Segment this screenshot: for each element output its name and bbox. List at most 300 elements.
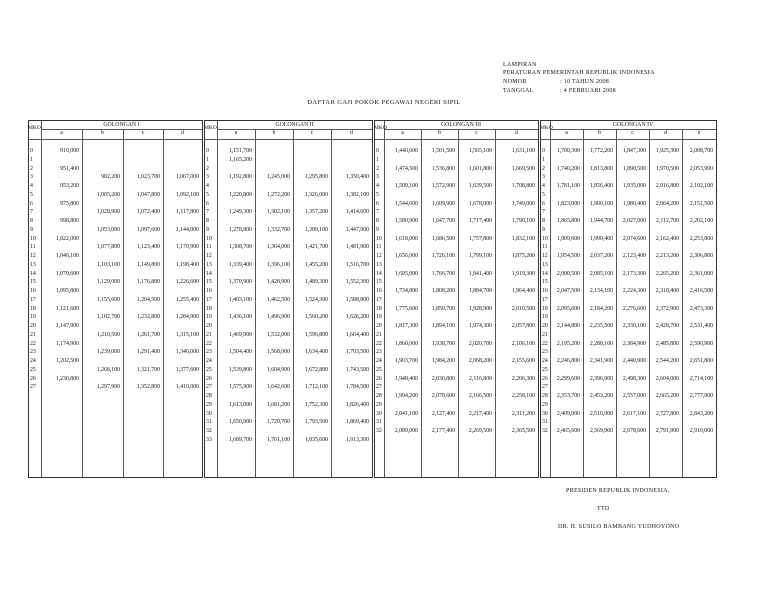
column-divider	[550, 121, 551, 477]
salary-cell: 2,041,100	[394, 410, 418, 417]
mko-number: 18	[206, 305, 212, 312]
salary-cell: 1,560,200	[304, 314, 328, 321]
header-divider	[541, 139, 716, 140]
salary-cell: 2,010,500	[511, 305, 535, 312]
salary-cell: 2,047,500	[556, 288, 580, 294]
table-golongan-3	[374, 120, 539, 478]
mko-number: 5	[376, 191, 379, 198]
salary-cell: 1,647,700	[431, 218, 455, 224]
salary-cell: 2,365,500	[511, 428, 535, 434]
salary-cell: 1,565,100	[468, 148, 492, 154]
salary-cell: 1,743,500	[345, 366, 369, 373]
salary-cell: 1,757,800	[468, 235, 492, 242]
mko-number: 23	[542, 349, 548, 356]
salary-cell: 1,841,400	[468, 270, 492, 277]
salary-cell: 2,510,900	[589, 410, 613, 417]
mko-number: 12	[30, 253, 36, 259]
mko-number: 26	[376, 375, 382, 382]
salary-cell: 2,166,500	[468, 393, 492, 399]
salary-cell: 1,875,200	[511, 253, 535, 259]
mko-number: 11	[542, 244, 548, 251]
salary-cell: 2,678,600	[622, 428, 646, 434]
mko-number: 18	[542, 305, 548, 312]
salary-cell: 1,752,300	[304, 401, 328, 408]
mko-number: 5	[542, 191, 545, 198]
mko-number: 14	[206, 270, 212, 277]
column-header-e: e	[697, 130, 701, 136]
salary-cell: 1,346,000	[175, 349, 199, 356]
salary-cell: 1,726,100	[431, 253, 455, 259]
salary-cell: 1,421,700	[304, 244, 328, 251]
header-divider	[217, 129, 372, 130]
header-divider	[41, 129, 202, 130]
mko-number: 13	[542, 261, 548, 268]
salary-cell: 2,089,000	[394, 428, 418, 434]
salary-cell: 2,162,400	[655, 235, 679, 242]
salary-cell: 2,037,200	[589, 253, 613, 259]
salary-cell: 1,144,000	[175, 226, 199, 233]
column-header-a: a	[60, 130, 63, 136]
mko-number: 26	[206, 375, 212, 382]
salary-cell: 2,473,300	[689, 305, 713, 312]
salary-cell: 2,569,900	[589, 428, 613, 434]
salary-cell: 1,672,800	[304, 366, 328, 373]
salary-cell: 1,869,400	[345, 419, 369, 426]
mko-number: 22	[542, 340, 548, 347]
mko-number: 1	[206, 156, 209, 163]
mko-number: 21	[30, 331, 36, 338]
salary-cell: 1,364,000	[266, 244, 290, 251]
salary-cell: 2,665,200	[655, 393, 679, 399]
salary-cell: 1,095,800	[55, 288, 79, 294]
salary-cell: 2,353,700	[556, 393, 580, 399]
salary-cell: 953,200	[60, 183, 79, 189]
mko-number: 27	[376, 384, 382, 391]
mko-number: 32	[206, 428, 212, 434]
salary-cell: 1,339,400	[228, 261, 252, 268]
salary-cell: 1,053,000	[96, 226, 120, 233]
table-golongan-4	[540, 120, 717, 478]
salary-cell: 1,297,900	[96, 384, 120, 391]
peraturan-label: PERATURAN PEMERINTAH REPUBLIK INDONESIA	[503, 70, 655, 76]
salary-cell: 1,572,900	[431, 183, 455, 189]
mko-number: 4	[206, 183, 209, 189]
mko-number: 28	[542, 393, 548, 399]
salary-cell: 1,165,200	[228, 156, 252, 163]
mko-number: 8	[206, 218, 209, 224]
salary-cell: 1,708,800	[511, 183, 535, 189]
mko-number: 14	[376, 270, 382, 277]
mko-number: 2	[206, 165, 209, 172]
salary-cell: 1,865,800	[556, 218, 580, 224]
salary-cell: 1,436,100	[228, 314, 252, 321]
mko-number: 25	[30, 366, 36, 373]
salary-cell: 1,894,100	[431, 323, 455, 329]
salary-cell: 1,686,500	[431, 235, 455, 242]
salary-cell: 1,712,100	[304, 384, 328, 391]
salary-cell: 1,850,700	[431, 305, 455, 312]
salary-cell: 1,749,000	[511, 200, 535, 207]
salary-cell: 1,823,000	[556, 200, 580, 207]
salary-cell: 1,414,600	[345, 209, 369, 216]
salary-cell: 1,903,700	[394, 358, 418, 364]
mko-number: 13	[206, 261, 212, 268]
salary-cell: 1,884,700	[468, 288, 492, 294]
mko-number: 14	[542, 270, 548, 277]
mko-number: 6	[206, 200, 209, 207]
signature-title: PRESIDEN REPUBLIK INDONESIA,	[566, 488, 670, 494]
salary-cell: 2,116,800	[469, 375, 492, 382]
mko-number: 25	[542, 366, 548, 373]
salary-cell: 1,070,600	[55, 270, 79, 277]
salary-cell: 1,291,400	[136, 349, 160, 356]
salary-cell: 1,220,800	[228, 191, 252, 198]
mko-number: 7	[206, 209, 209, 216]
salary-cell: 1,970,500	[655, 165, 679, 172]
salary-cell: 1,703,500	[345, 349, 369, 356]
mko-number: 15	[30, 279, 36, 286]
salary-cell: 1,944,700	[589, 218, 613, 224]
mko-number: 9	[376, 226, 379, 233]
salary-cell: 1,202,500	[55, 358, 79, 364]
mko-number: 32	[542, 428, 548, 434]
mko-number: 8	[376, 218, 379, 224]
salary-cell: 2,253,800	[689, 235, 713, 242]
salary-cell: 2,155,600	[511, 358, 535, 364]
mko-number: 24	[30, 358, 36, 364]
mko-number: 8	[30, 218, 33, 224]
salary-cell: 1,268,100	[96, 366, 120, 373]
mko-number: 4	[30, 183, 33, 189]
salary-cell: 1,568,000	[266, 349, 290, 356]
mko-number: 30	[376, 410, 382, 417]
salary-cell: 1,396,100	[266, 261, 290, 268]
column-header-a: a	[565, 130, 568, 136]
mko-number: 25	[376, 366, 382, 373]
salary-cell: 1,813,800	[589, 165, 613, 172]
column-header-c: c	[475, 130, 478, 136]
mko-number: 21	[376, 331, 382, 338]
salary-cell: 2,361,000	[689, 270, 713, 277]
nomor-value: : 10 TAHUN 2008	[560, 79, 610, 85]
salary-cell: 2,544,200	[655, 358, 679, 364]
salary-cell: 1,245,000	[266, 174, 290, 181]
mko-number: 9	[206, 226, 209, 233]
salary-cell: 1,117,800	[176, 209, 199, 216]
mko-number: 30	[206, 410, 212, 417]
mko-number: 11	[30, 244, 36, 251]
salary-cell: 2,409,000	[556, 410, 580, 417]
column-header-b: b	[272, 130, 276, 136]
salary-cell: 2,714,100	[689, 375, 713, 382]
salary-cell: 2,000,500	[556, 270, 580, 277]
mko-number: 6	[542, 200, 545, 207]
salary-cell: 1,919,300	[511, 270, 535, 277]
salary-cell: 1,474,500	[394, 165, 418, 172]
salary-cell: 1,799,100	[468, 253, 492, 259]
salary-cell: 2,604,000	[655, 375, 679, 382]
salary-cell: 2,057,800	[511, 323, 535, 329]
mko-number: 20	[206, 323, 212, 329]
salary-cell: 2,177,400	[431, 428, 455, 434]
table-golongan-2	[204, 120, 373, 478]
mko-number: 5	[30, 191, 33, 198]
salary-cell: 1,077,800	[96, 244, 120, 251]
salary-cell: 1,272,200	[266, 191, 290, 198]
salary-cell: 2,777,900	[689, 393, 713, 399]
salary-cell: 2,453,200	[589, 393, 613, 399]
salary-cell: 1,170,900	[175, 244, 199, 251]
salary-cell: 1,455,200	[304, 261, 328, 268]
mko-number: 12	[376, 253, 382, 259]
salary-cell: 2,151,500	[689, 200, 713, 207]
salary-cell: 1,357,200	[304, 209, 328, 216]
column-divider	[583, 129, 584, 477]
salary-cell: 1,909,600	[556, 235, 580, 242]
mko-number: 17	[206, 296, 212, 303]
salary-cell: 1,935,000	[622, 183, 646, 189]
salary-cell: 1,047,800	[136, 191, 160, 198]
salary-cell: 2,074,600	[622, 235, 646, 242]
salary-cell: 1,826,400	[345, 401, 369, 408]
salary-cell: 1,689,700	[228, 436, 252, 443]
mko-number: 17	[542, 296, 548, 303]
mko-number: 26	[30, 375, 36, 382]
salary-cell: 1,681,200	[266, 401, 290, 408]
salary-cell: 1,626,200	[345, 314, 369, 321]
mko-number: 20	[376, 323, 382, 329]
mko-number: 31	[206, 419, 212, 426]
salary-cell: 2,106,100	[511, 340, 535, 347]
mko-number: 19	[206, 314, 212, 321]
salary-cell: 2,027,000	[622, 218, 646, 224]
salary-cell: 1,489,300	[304, 279, 328, 286]
mko-number: 3	[542, 174, 545, 181]
salary-cell: 1,092,100	[175, 191, 199, 198]
salary-cell: 2,202,100	[689, 218, 713, 224]
salary-cell: 1,149,800	[136, 261, 160, 268]
salary-cell: 2,276,600	[622, 305, 646, 312]
mko-number: 2	[30, 165, 33, 172]
mko-number: 0	[376, 148, 379, 154]
header-divider	[375, 139, 538, 140]
salary-cell: 1,151,700	[228, 148, 252, 154]
group-title: GOLONGAN II	[275, 121, 314, 128]
mko-number: 0	[206, 148, 209, 154]
salary-cell: 1,781,100	[556, 183, 580, 189]
salary-cell: 1,634,400	[304, 349, 328, 356]
column-header-d: d	[181, 130, 184, 136]
salary-cell: 2,843,200	[689, 410, 713, 417]
salary-cell: 1,210,500	[96, 331, 120, 338]
salary-cell: 1,832,100	[511, 235, 535, 242]
salary-cell: 1,249,300	[228, 209, 252, 216]
salary-cell: 1,601,800	[468, 165, 492, 172]
salary-cell: 2,085,100	[589, 270, 613, 277]
mko-number: 29	[376, 401, 382, 408]
salary-cell: 2,617,100	[622, 410, 646, 417]
salary-cell: 1,447,900	[345, 226, 369, 233]
salary-cell: 1,147,900	[55, 323, 79, 329]
salary-cell: 1,772,200	[589, 148, 613, 154]
salary-cell: 1,352,800	[136, 384, 160, 391]
salary-cell: 1,428,900	[266, 279, 290, 286]
salary-cell: 1,302,100	[266, 209, 290, 216]
column-divider	[616, 129, 617, 477]
mko-number: 24	[206, 358, 212, 364]
mko-number: 0	[30, 148, 33, 154]
mko-number: 18	[30, 305, 36, 312]
mko-number: 20	[30, 323, 36, 329]
salary-cell: 1,326,000	[304, 191, 328, 198]
salary-cell: 1,980,400	[622, 200, 646, 207]
mko-number: 6	[30, 200, 33, 207]
column-header-b: b	[438, 130, 441, 136]
salary-cell: 1,678,000	[468, 200, 492, 207]
column-header-d: d	[664, 130, 667, 136]
mko-number: 9	[30, 226, 33, 233]
salary-cell: 1,618,000	[394, 235, 418, 242]
mko-number: 24	[542, 358, 548, 364]
salary-cell: 2,531,400	[689, 323, 713, 329]
mko-number: 17	[30, 296, 36, 303]
salary-cell: 1,121,600	[55, 305, 79, 312]
salary-cell: 2,123,400	[622, 253, 646, 259]
mko-number: 15	[542, 279, 548, 286]
salary-cell: 1,552,300	[345, 279, 369, 286]
salary-cell: 1,734,800	[394, 288, 418, 294]
column-header-a: a	[234, 130, 238, 136]
salary-cell: 1,022,000	[55, 235, 79, 242]
salary-cell: 1,835,600	[304, 436, 328, 443]
salary-cell: 1,174,900	[55, 340, 79, 347]
salary-cell: 1,925,300	[655, 148, 679, 154]
salary-cell: 1,817,300	[394, 323, 418, 329]
mko-number: 2	[376, 165, 379, 172]
salary-cell: 2,498,300	[622, 375, 646, 382]
group-title: GOLONGAN IV	[612, 121, 654, 128]
salary-cell: 2,727,800	[655, 410, 679, 417]
salary-cell: 2,078,600	[431, 393, 455, 399]
salary-cell: 1,700,300	[556, 148, 580, 154]
mko-number: 22	[376, 340, 382, 347]
column-header-d: d	[350, 130, 353, 136]
mko-number: 27	[30, 384, 36, 391]
mko-number: 10	[206, 235, 212, 242]
salary-cell: 1,192,800	[228, 174, 252, 181]
column-header-d: d	[515, 130, 518, 136]
salary-cell: 2,372,900	[655, 305, 679, 312]
mko-number: 12	[542, 253, 548, 259]
mko-number: 22	[206, 340, 212, 347]
salary-cell: 1,046,100	[55, 253, 79, 259]
salary-cell: 1,856,400	[589, 183, 613, 189]
salary-cell: 1,005,200	[96, 191, 120, 198]
column-divider	[495, 129, 496, 477]
mko-number: 3	[376, 174, 379, 181]
salary-cell: 2,102,100	[689, 183, 713, 189]
salary-cell: 2,195,200	[556, 340, 580, 347]
header-divider	[29, 139, 202, 140]
salary-cell: 1,509,100	[394, 183, 418, 189]
salary-cell: 1,023,700	[136, 174, 160, 181]
salary-cell: 1,103,100	[96, 261, 120, 268]
salary-cell: 1,028,900	[96, 209, 120, 216]
salary-cell: 1,261,700	[136, 331, 160, 338]
salary-cell: 2,428,700	[655, 323, 679, 329]
salary-cell: 2,384,900	[622, 340, 646, 347]
salary-cell: 2,590,900	[689, 340, 713, 347]
salary-cell: 1,994,200	[394, 393, 418, 399]
group-title: GOLONGAN III	[440, 121, 482, 128]
salary-cell: 1,656,000	[394, 253, 418, 259]
column-header-b: b	[598, 130, 601, 136]
column-divider	[458, 129, 459, 477]
salary-cell: 1,954,500	[556, 253, 580, 259]
mko-number: 3	[30, 174, 33, 181]
salary-cell: 1,516,700	[345, 261, 369, 268]
mko-number: 17	[376, 296, 382, 303]
salary-cell: 1,890,500	[622, 165, 646, 172]
salary-cell: 1,539,800	[228, 366, 252, 373]
mko-number: 0	[542, 148, 545, 154]
salary-cell: 1,496,900	[266, 314, 290, 321]
column-header-c: c	[141, 130, 145, 136]
mko-number: 31	[542, 419, 548, 426]
salary-cell: 1,226,600	[175, 279, 199, 286]
salary-cell: 1,596,800	[304, 331, 328, 338]
mko-number: 19	[542, 314, 548, 321]
salary-cell: 2,224,300	[622, 288, 646, 294]
salary-cell: 2,016,800	[655, 183, 679, 189]
salary-cell: 998,800	[60, 218, 79, 224]
column-header-c: c	[631, 130, 634, 136]
salary-cell: 1,097,600	[136, 226, 160, 233]
mko-number: 32	[376, 428, 382, 434]
mko-number: 6	[376, 200, 379, 207]
salary-cell: 1,964,400	[511, 288, 535, 294]
salary-cell: 2,557,000	[622, 393, 646, 399]
mko-number: 29	[542, 401, 548, 408]
mko-number: 9	[542, 226, 545, 233]
salary-cell: 2,269,500	[468, 428, 492, 434]
salary-cell: 1,239,000	[96, 349, 120, 356]
salary-cell: 1,793,500	[304, 419, 328, 426]
salary-cell: 2,246,800	[556, 358, 580, 364]
mko-number: 2	[542, 165, 545, 172]
salary-cell: 1,182,700	[96, 314, 120, 321]
salary-cell: 1,948,400	[394, 375, 418, 382]
lampiran-label: LAMPIRAN	[503, 62, 537, 68]
salary-cell: 2,791,900	[655, 428, 679, 434]
salary-cell: 1,766,700	[431, 270, 455, 277]
salary-cell: 2,396,900	[589, 375, 613, 382]
salary-cell: 1,847,300	[622, 148, 646, 154]
salary-cell: 2,112,700	[656, 218, 679, 224]
mko-number: 21	[542, 331, 548, 338]
salary-cell: 1,938,700	[431, 340, 455, 347]
tanggal-value: : 4 FEBRUARI 2008	[560, 88, 616, 94]
salary-cell: 1,695,000	[394, 270, 418, 277]
salary-cell: 1,974,300	[468, 323, 492, 329]
salary-cell: 2,306,800	[689, 253, 713, 259]
salary-cell: 2,184,200	[589, 305, 613, 312]
salary-cell: 1,588,800	[345, 296, 369, 303]
salary-cell: 1,332,700	[266, 226, 290, 233]
salary-cell: 1,295,800	[304, 174, 328, 181]
salary-cell: 1,984,200	[431, 358, 455, 364]
salary-cell: 1,664,400	[345, 331, 369, 338]
